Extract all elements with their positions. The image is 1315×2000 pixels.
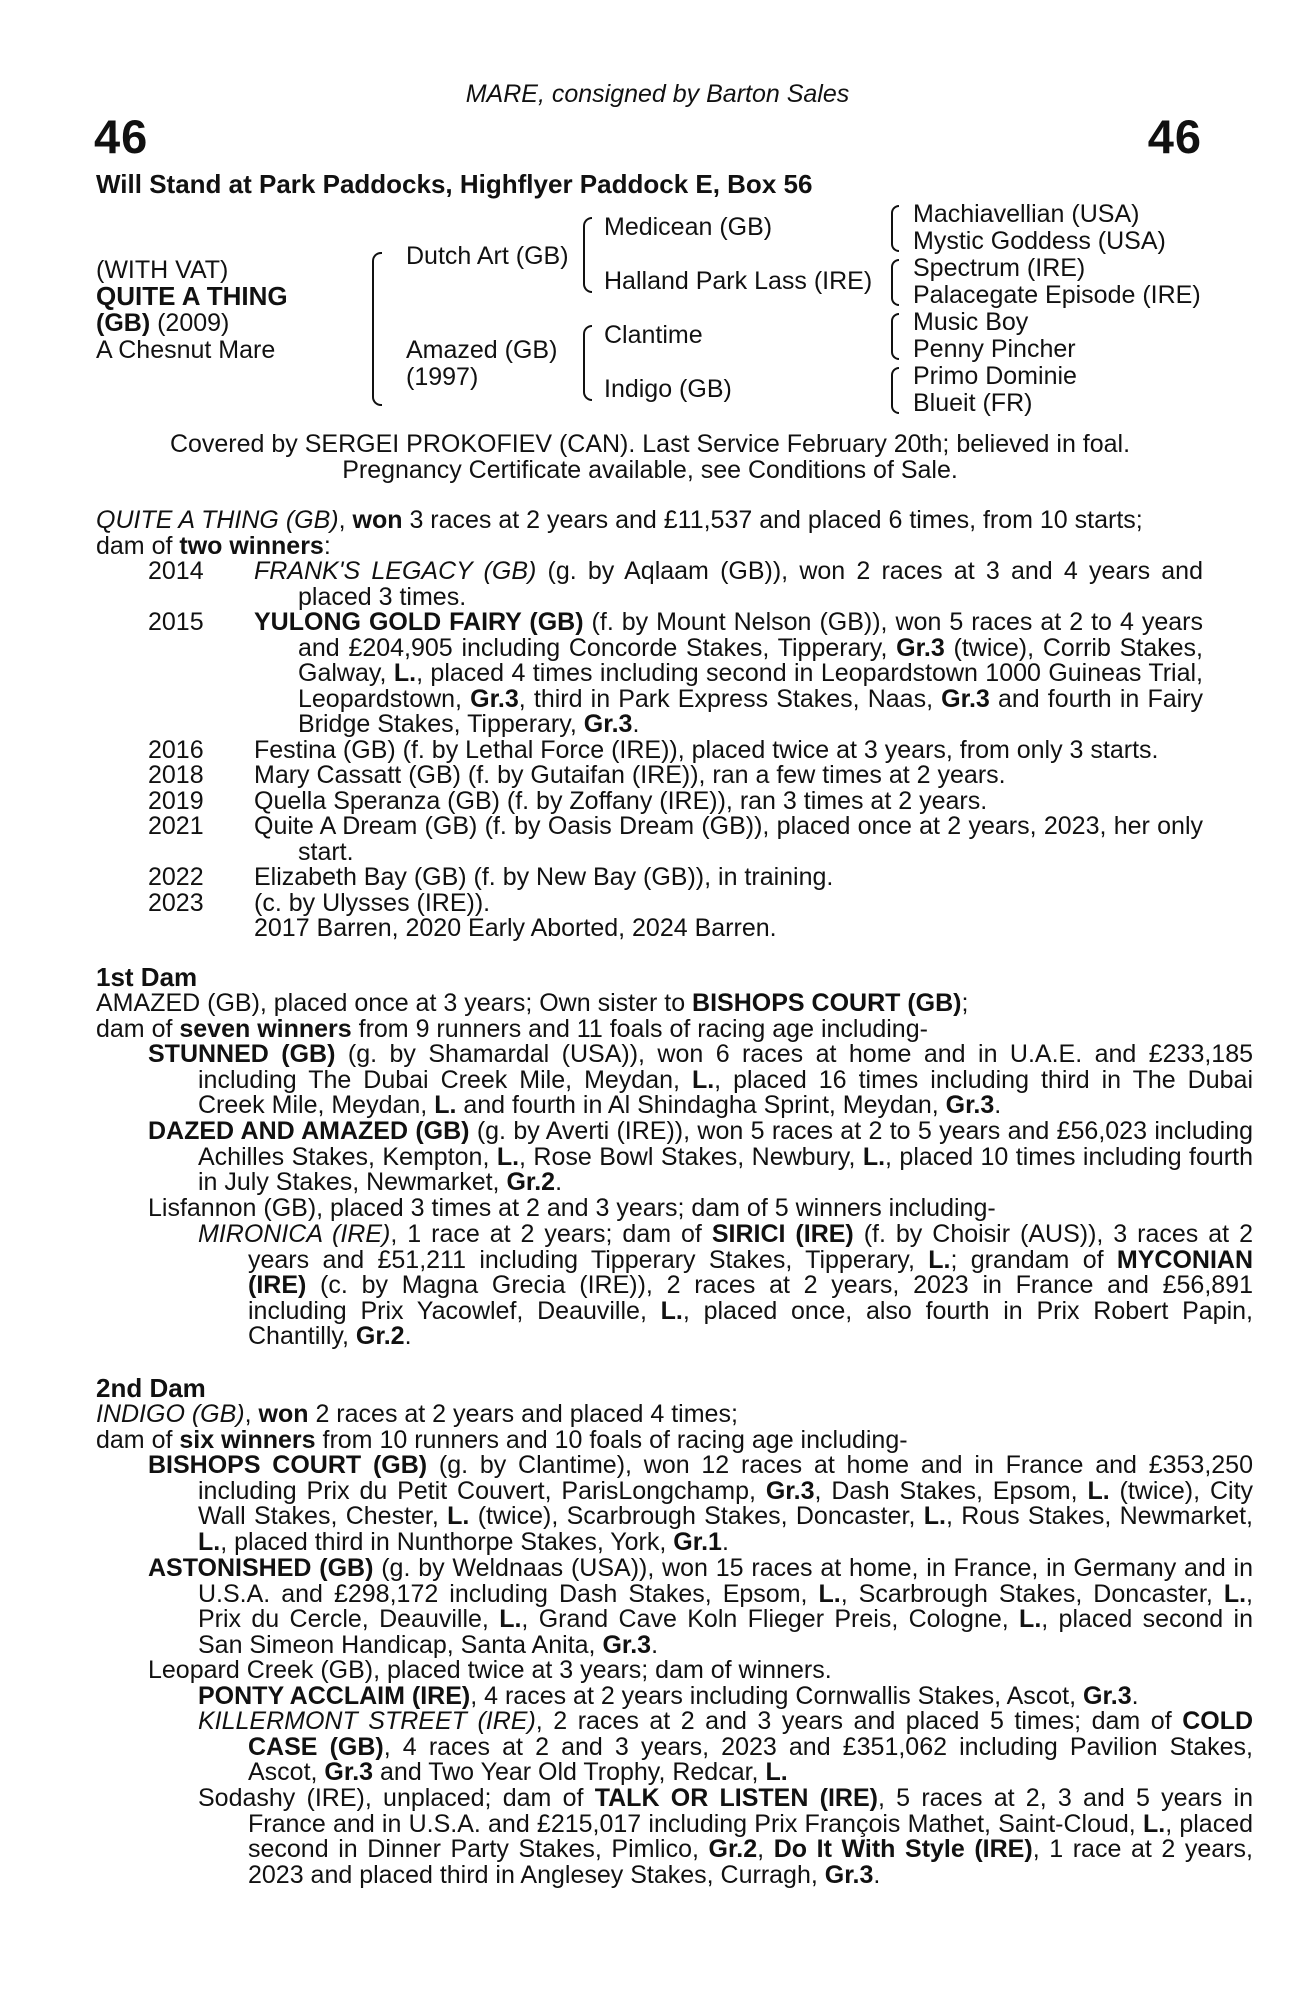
horse-year-line bbox=[96, 310, 229, 337]
produce-row bbox=[148, 559, 1203, 610]
sire: Dutch Art (GB) bbox=[406, 242, 569, 270]
produce-year: 2023 bbox=[148, 888, 204, 917]
progeny-stunned: STUNNED (GB) (g. by Shamardal (USA)), won 6 races at home and in U.A.E. and £233,185 including The Dubai Creek Mile, Meydan, L., placed 16 times including third in The Dubai Creek Mile, Meydan, L. and fourth in Al Shindagha Sprint, Meydan, Gr.3. bbox=[148, 1040, 1253, 1119]
brace-sd bbox=[891, 259, 899, 306]
progeny-astonished: ASTONISHED (GB) (g. by Weldnaas (USA)), won 15 races at home, in France, in Germany and in U.S.A. and £298,172 including Dash Stakes, Epsom, L., Scarbrough Stakes, Doncaster, L., Prix du Cercle, Deauville, L., Grand Cave Koln Flieger Preis, Cologne, L., placed second in San Simeon Handicap, Santa Anita, Gr.3. bbox=[148, 1554, 1253, 1659]
produce-text: Quite A Dream (GB) (f. by Oasis Dream (GB)), placed once at 2 years, 2023, her only start. bbox=[254, 812, 1203, 866]
progeny-lisfannon: Lisfannon (GB), placed 3 times at 2 and 3 years; dam of 5 winners including- bbox=[148, 1194, 996, 1222]
progeny-killermont-street: KILLERMONT STREET (IRE), 2 races at 2 and 3 years and placed 5 times; dam of COLD CASE (GB), 4 races at 2 and 3 years, 2023 and £351,062 including Pavilion Stakes, Ascot, Gr.3 and Two Year Old Trophy, Redcar, L. bbox=[198, 1707, 1254, 1786]
sire-dam: Halland Park Lass (IRE) bbox=[604, 267, 873, 295]
produce-row bbox=[148, 865, 1203, 891]
produce-detail: (g. by Aqlaam (GB)), won 2 races at 3 and 4 years and placed 3 times. bbox=[298, 557, 1203, 611]
covered-line-2: Pregnancy Certificate available, see Conditions of Sale. bbox=[342, 455, 958, 484]
sire-sire-dam: Mystic Goddess (USA) bbox=[913, 227, 1166, 255]
sire-dam-dam: Palacegate Episode (IRE) bbox=[913, 281, 1201, 309]
covered-line-1: Covered by SERGEI PROKOFIEV (CAN). Last Service February 20th; believed in foal. bbox=[169, 430, 1131, 458]
dam-dam-dam: Blueit (FR) bbox=[913, 389, 1033, 417]
black-type-name: ASTONISHED (GB) bbox=[148, 1554, 374, 1582]
horse-year: (2009) bbox=[150, 309, 230, 337]
sire-sire: Medicean (GB) bbox=[604, 213, 773, 241]
intro-colon: : bbox=[323, 531, 331, 560]
produce-year: 2021 bbox=[148, 812, 204, 840]
lot-number-right: 46 bbox=[1147, 110, 1202, 163]
brace-sire bbox=[583, 217, 592, 293]
produce-text bbox=[254, 559, 1203, 610]
produce-year: 2022 bbox=[148, 863, 204, 891]
won-word: won bbox=[352, 506, 403, 534]
sire-sire-sire: Machiavellian (USA) bbox=[913, 200, 1140, 228]
produce-row bbox=[148, 916, 1203, 942]
second-dam-intro: INDIGO (GB), won 2 races at 2 years and placed 4 times; dam of six winners from 10 runners and 10 foals of racing age including- bbox=[96, 1400, 908, 1454]
brace-dam bbox=[583, 325, 592, 401]
intro-text: 3 races at 2 years and £11,537 and placed 6 times, from 10 starts; bbox=[402, 506, 1143, 534]
produce-year: 2019 bbox=[148, 786, 204, 815]
produce-intro: QUITE A THING (GB), won 3 races at 2 years and £11,537 and placed 6 times, from 10 starts; dam of two winners: bbox=[96, 506, 1143, 560]
barren-note: 2017 Barren, 2020 Early Aborted, 2024 Barren. bbox=[254, 914, 777, 942]
mare-name: QUITE A THING (GB) bbox=[96, 506, 339, 534]
produce-row bbox=[148, 763, 1203, 789]
produce-text: Elizabeth Bay (GB) (f. by New Bay (GB)), in training. bbox=[254, 863, 834, 891]
dam-dam-sire: Primo Dominie bbox=[913, 362, 1077, 390]
dam-sire: Clantime bbox=[604, 321, 703, 349]
covered-note bbox=[0, 432, 1300, 483]
produce-row bbox=[148, 735, 1203, 764]
produce-year: 2016 bbox=[148, 735, 204, 764]
dam-sire-sire: Music Boy bbox=[913, 308, 1029, 336]
produce-text: Quella Speranza (GB) (f. by Zoffany (IRE)), ran 3 times at 2 years. bbox=[254, 786, 988, 815]
progeny-dazed-and-amazed: DAZED AND AMAZED (GB) (g. by Averti (IRE)), won 5 races at 2 to 5 years and £56,023 including Achilles Stakes, Kempton, L., Rose Bowl Stakes, Newbury, L., placed 10 times including fourth in July Stakes, Newmarket, Gr.2. bbox=[148, 1117, 1254, 1196]
dam-year: (1997) bbox=[406, 363, 479, 391]
progeny-ponty-acclaim: PONTY ACCLAIM (IRE), 4 races at 2 years including Cornwallis Stakes, Ascot, Gr.3. bbox=[198, 1682, 1139, 1710]
produce-year: 2015 bbox=[148, 608, 204, 636]
horse-name-suffix: (GB) bbox=[96, 309, 151, 337]
produce-name: FRANK'S LEGACY (GB) bbox=[254, 557, 537, 585]
first-dam-intro: AMAZED (GB), placed once at 3 years; Own sister to BISHOPS COURT (GB); dam of seven winners from 9 runners and 11 foals of racing age including- bbox=[96, 989, 969, 1043]
produce-row bbox=[148, 814, 1203, 865]
intro-dam: dam of bbox=[96, 531, 180, 560]
black-type-name: STUNNED (GB) bbox=[148, 1040, 336, 1068]
progeny-leopard-creek: Leopard Creek (GB), placed twice at 3 years; dam of winners. bbox=[148, 1656, 832, 1684]
consignor-subtitle: MARE, consigned by Barton Sales bbox=[465, 80, 850, 108]
horse-name: QUITE A THING bbox=[96, 281, 288, 311]
produce-text: (c. by Ulysses (IRE)). bbox=[254, 888, 491, 917]
brace-dd bbox=[891, 367, 899, 414]
produce-row bbox=[148, 786, 1203, 815]
produce-row bbox=[148, 888, 1203, 917]
intro-winners: two winners bbox=[179, 531, 324, 560]
produce-text: Mary Cassatt (GB) (f. by Gutaifan (IRE)), ran a few times at 2 years. bbox=[254, 761, 1006, 789]
lot-number-left: 46 bbox=[94, 110, 149, 163]
produce-year: 2018 bbox=[148, 761, 204, 789]
black-type-name: BISHOPS COURT (GB) bbox=[692, 989, 962, 1017]
dam-sire-dam: Penny Pincher bbox=[913, 335, 1076, 363]
vat-label: (WITH VAT) bbox=[96, 256, 229, 284]
dam: Amazed (GB) bbox=[406, 336, 558, 364]
progeny-bishops-court: BISHOPS COURT (GB) (g. by Clantime), won 12 races at home and in France and £353,250 including Prix du Petit Couvert, ParisLongchamp, Gr.3, Dash Stakes, Epsom, L. (twice), City Wall Stakes, Chester, L. (twice), Scarbrough Stakes, Doncaster, L., Rous Stakes, Newmarket, L., placed third in Nunthorpe Stakes, York, Gr.1. bbox=[148, 1451, 1254, 1556]
produce-text: YULONG GOLD FAIRY (GB) (f. by Mount Nelson (GB)), won 5 races at 2 to 4 years and £204,905 including Concorde Stakes, Tipperary, Gr.3 (twice), Corrib Stakes, Galway, L., placed 4 times including second in Leopardstown 1000 Guineas Trial, Leopardstown, Gr.3, third in Park Express Stakes, Naas, Gr.3 and fourth in Fairy Bridge Stakes, Tipperary, Gr.3. bbox=[254, 608, 1204, 738]
produce-year: 2014 bbox=[148, 557, 204, 585]
first-dam-heading: 1st Dam bbox=[96, 962, 198, 992]
brace-ss bbox=[891, 205, 899, 252]
progeny-mironica: MIRONICA (IRE), 1 race at 2 years; dam of SIRICI (IRE) (f. by Choisir (AUS)), 3 races at 2 years and £51,211 including Tipperary Stakes, Tipperary, L.; grandam of MYCONIAN (IRE) (c. by Magna Grecia (IRE)), 2 races at 2 years, 2023 in France and £56,891 including Prix Yacowlef, Deauville, L., placed once, also fourth in Prix Robert Papin, Chantilly, Gr.2. bbox=[198, 1220, 1253, 1350]
brace-main bbox=[372, 252, 382, 406]
dam-dam: Indigo (GB) bbox=[604, 375, 732, 403]
produce-text: Festina (GB) (f. by Lethal Force (IRE)), placed twice at 3 years, from only 3 starts. bbox=[254, 735, 1159, 764]
progeny-sodashy: Sodashy (IRE), unplaced; dam of TALK OR LISTEN (IRE), 5 races at 2, 3 and 5 years in France and in U.S.A. and £215,017 including Prix François Mathet, Saint-Cloud, L., placed second in Dinner Party Stakes, Pimlico, Gr.2, Do It With Style (IRE), 1 race at 2 years, 2023 and placed third in Anglesey Stakes, Curragh, Gr.3. bbox=[198, 1784, 1254, 1889]
black-type-name: YULONG GOLD FAIRY (GB) bbox=[254, 608, 584, 636]
produce-table bbox=[148, 559, 1203, 942]
stand-location: Will Stand at Park Paddocks, Highflyer Paddock E, Box 56 bbox=[96, 169, 813, 199]
produce-row bbox=[148, 610, 1203, 738]
sire-dam-sire: Spectrum (IRE) bbox=[913, 254, 1086, 282]
brace-ds bbox=[891, 313, 899, 360]
black-type-name: BISHOPS COURT (GB) bbox=[148, 1451, 428, 1479]
black-type-name: DAZED AND AMAZED (GB) bbox=[148, 1117, 470, 1145]
horse-description: A Chesnut Mare bbox=[96, 336, 276, 364]
second-dam-heading: 2nd Dam bbox=[96, 1373, 206, 1403]
